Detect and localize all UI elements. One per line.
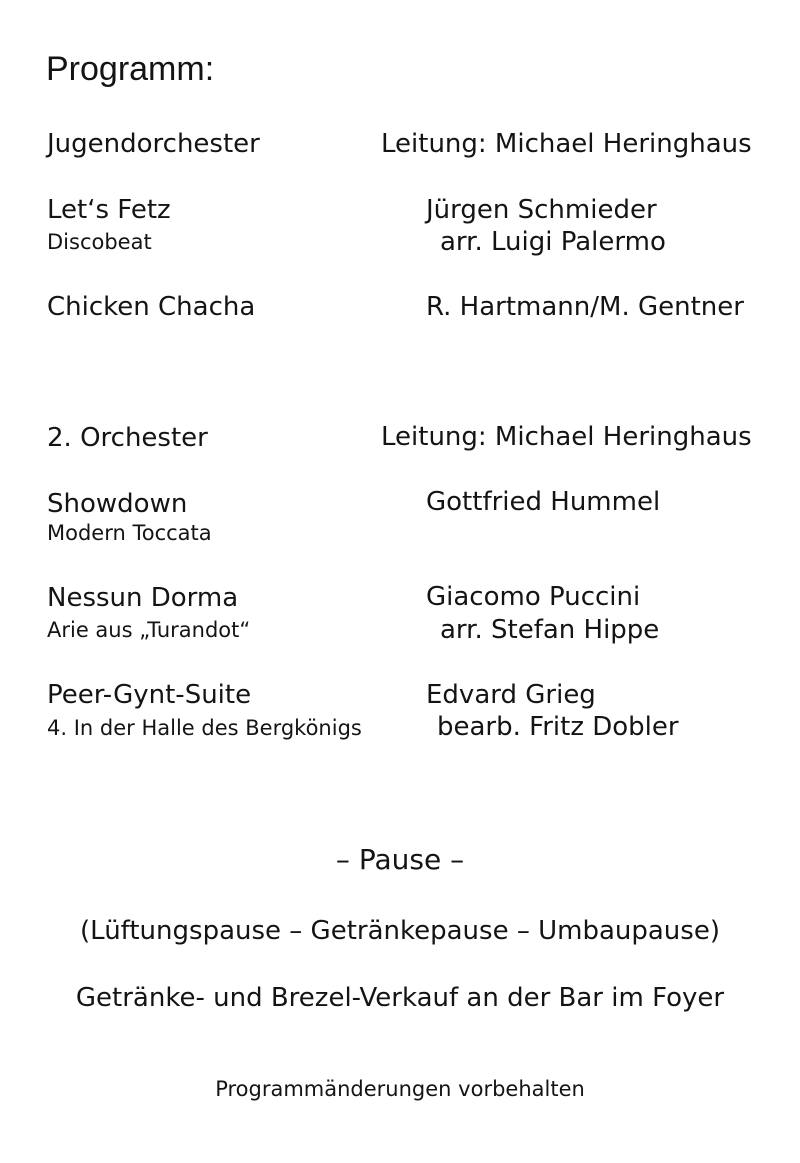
piece-composer: Jürgen Schmieder	[426, 195, 657, 225]
ensemble-name: 2. Orchester	[47, 423, 208, 453]
pause-types: (Lüftungspause – Getränkepause – Umbaupause)	[80, 916, 720, 946]
sales-info: Getränke- und Brezel-Verkauf an der Bar im Foyer	[75, 983, 725, 1013]
piece-title: Peer-Gynt-Suite	[47, 680, 252, 710]
piece-title: Showdown	[47, 489, 188, 519]
piece-composer: Gottfried Hummel	[426, 487, 661, 517]
page-title: Programm:	[46, 50, 215, 88]
piece-arranger: bearb. Fritz Dobler	[437, 712, 679, 742]
piece-composer: Edvard Grieg	[426, 680, 596, 710]
piece-subtitle: Discobeat	[47, 230, 152, 254]
footer-note: Programmänderungen vorbehalten	[215, 1077, 585, 1101]
piece-composer: R. Hartmann/M. Gentner	[426, 292, 744, 322]
piece-composer: Giacomo Puccini	[426, 582, 641, 612]
piece-subtitle: 4. In der Halle des Bergkönigs	[47, 716, 362, 740]
conductor: Leitung: Michael Heringhaus	[381, 422, 752, 452]
piece-subtitle: Arie aus „Turandot“	[47, 618, 251, 642]
conductor: Leitung: Michael Heringhaus	[381, 129, 752, 159]
piece-arranger: arr. Stefan Hippe	[440, 615, 660, 645]
piece-title: Nessun Dorma	[47, 583, 239, 613]
piece-subtitle: Modern Toccata	[47, 521, 212, 545]
pause-heading: – Pause –	[335, 843, 465, 876]
ensemble-name: Jugendorchester	[47, 129, 260, 159]
piece-arranger: arr. Luigi Palermo	[440, 227, 666, 257]
piece-title: Chicken Chacha	[47, 292, 256, 322]
piece-title: Let‘s Fetz	[47, 195, 171, 225]
